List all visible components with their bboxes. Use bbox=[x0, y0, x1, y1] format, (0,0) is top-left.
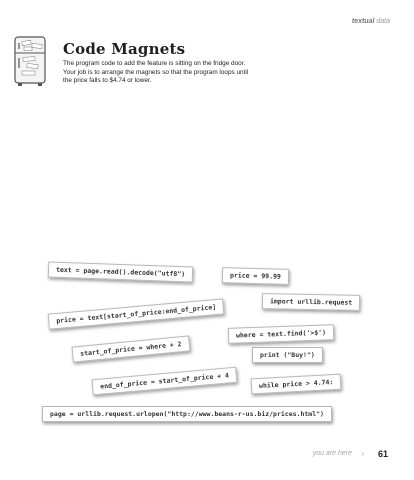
intro-text bbox=[63, 60, 368, 86]
section-header-bold: textual bbox=[351, 18, 375, 25]
section-header-rest: data bbox=[376, 18, 390, 25]
magnet-price-init[interactable]: price = 99.99 bbox=[222, 267, 289, 285]
intro-line: The program code to add the feature is sitting on the fridge door. bbox=[63, 60, 246, 67]
magnet-find[interactable]: where = text.find('>$') bbox=[228, 324, 335, 344]
fridge-icon bbox=[13, 35, 53, 89]
intro-line: the price falls to $4.74 or lower. bbox=[63, 77, 152, 85]
magnet-start-of-price[interactable]: start_of_price = where + 2 bbox=[72, 335, 191, 362]
magnet-while-loop[interactable]: while price > 4.74: bbox=[251, 374, 342, 395]
magnet-price-slice[interactable]: price = text[start_of_price:end_of_price] bbox=[48, 298, 225, 329]
page-number: 61 bbox=[377, 449, 388, 459]
magnet-decode-text[interactable]: text = page.read().decode("utf8") bbox=[48, 261, 194, 282]
chevron-right-icon: › bbox=[361, 449, 364, 458]
magnet-urlopen[interactable]: page = urllib.request.urlopen("http://www.beans-r-us.biz/prices.html") bbox=[42, 406, 332, 422]
you-are-here-label: you are here bbox=[312, 450, 352, 457]
magnet-import[interactable]: import urllib.request bbox=[262, 293, 360, 311]
intro-line: Your job is to arrange the magnets so that the program loops until bbox=[63, 68, 249, 76]
section-header bbox=[352, 18, 390, 25]
magnet-print-buy[interactable]: print ("Buy!") bbox=[252, 347, 323, 363]
page-title: Code Magnets bbox=[63, 40, 186, 58]
magnet-end-of-price[interactable]: end_of_price = start_of_price + 4 bbox=[92, 367, 238, 396]
